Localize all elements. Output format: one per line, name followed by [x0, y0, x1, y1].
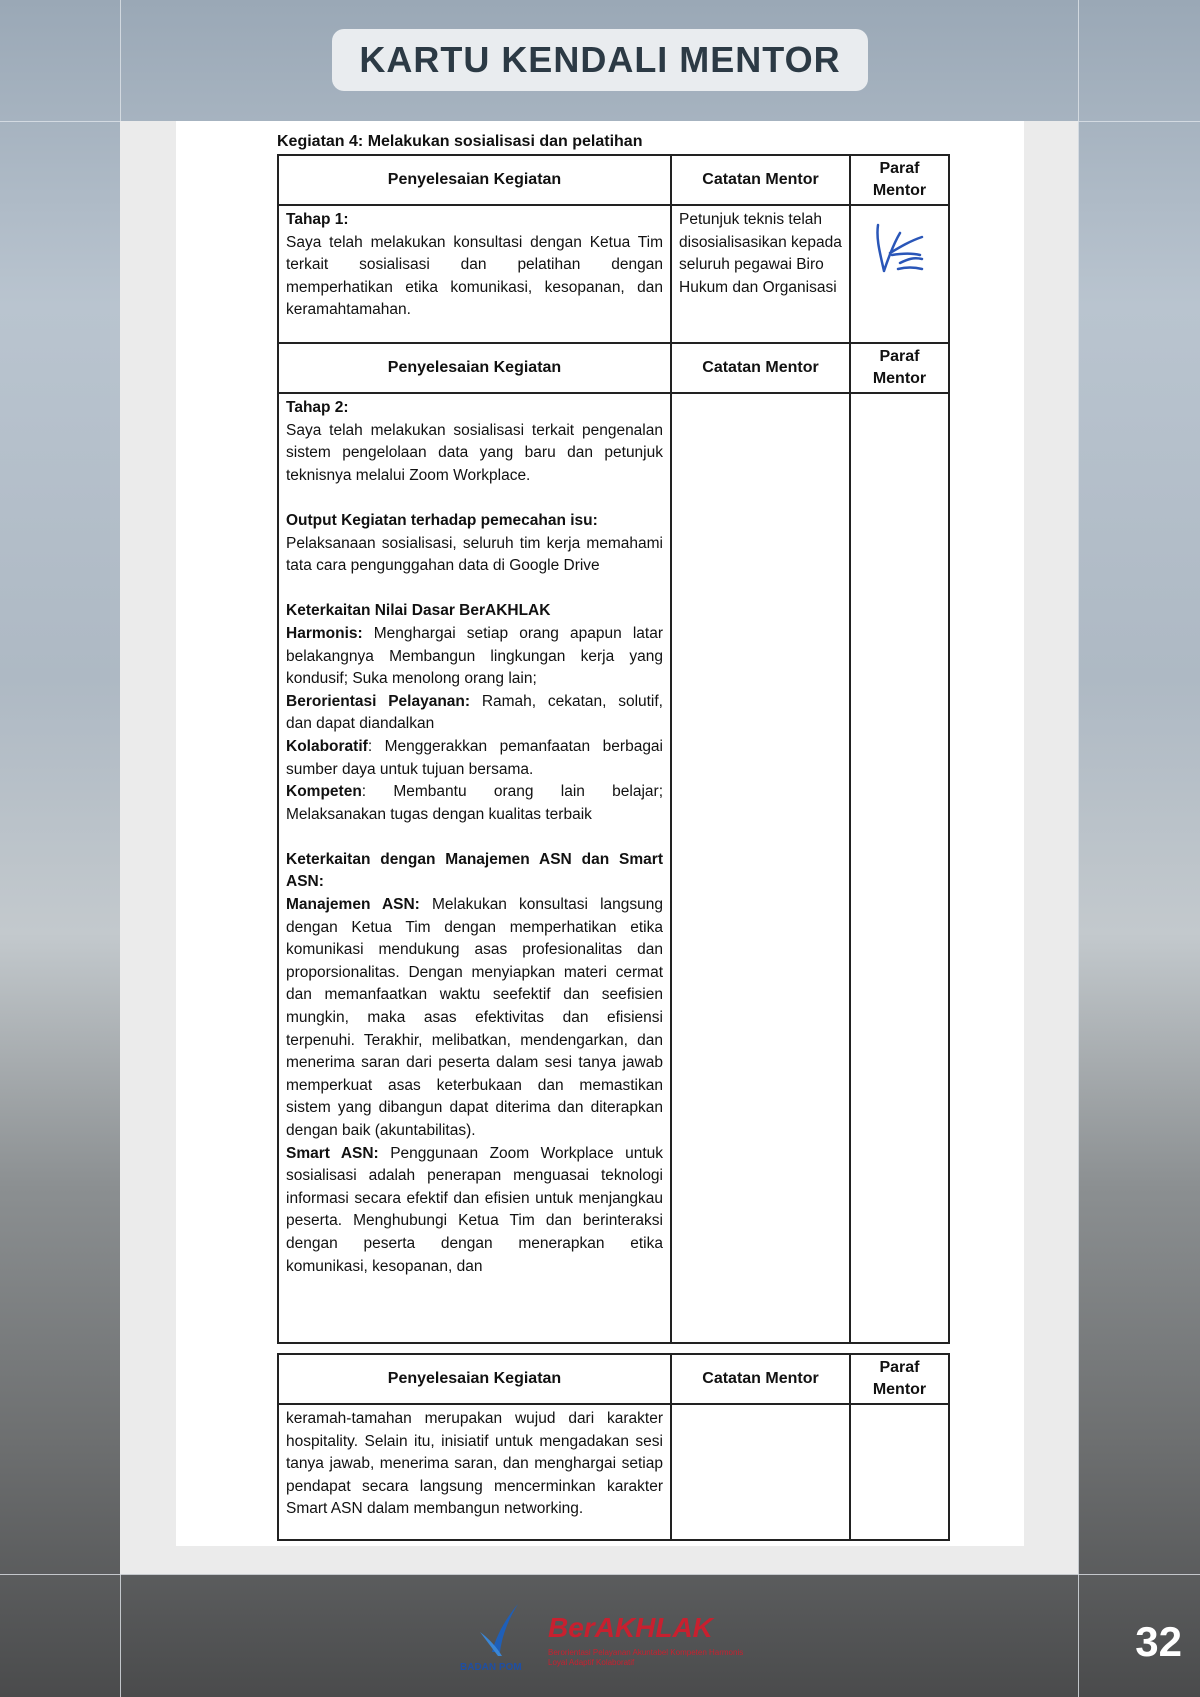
bpom-logo-text: BADAN POM [460, 1662, 522, 1673]
value-harmonis: Harmonis: Menghargai setiap orang apapun latar belakangnya Membangun lingkungan kerja yang kondusif; Suka menolong orang lain; [286, 624, 663, 688]
paraf-cell [850, 393, 949, 1343]
stage-text: Saya telah melakukan konsultasi dengan Ketua Tim terkait sosialisasi dan pelatihan dengan memperhatikan etika komunikasi, kesopanan, dan keramahtamahan. [286, 233, 663, 319]
smart-asn: Smart ASN: Penggunaan Zoom Workplace untuk sosialisasi adalah penerapan menguasai teknologi informasi secara efektif dan efisien untuk menjangkau peserta. Menghubungi Ketua Tim dan berinteraksi dengan peserta dengan menerapkan etika komunikasi, kesopanan, dan [286, 1144, 663, 1275]
page-number: 32 [1135, 1618, 1182, 1665]
completion-cell [278, 393, 671, 1343]
mentor-note: Petunjuk teknis telah disosialisasikan kepada seluruh pegawai Biro Hukum dan Organisasi [679, 211, 842, 296]
title-banner [332, 29, 868, 91]
stage-label: Tahap 1: [286, 211, 349, 228]
asn-title: Keterkaitan dengan Manajemen ASN dan Smart ASN: [286, 850, 663, 891]
value-pelayanan: Berorientasi Pelayanan: Ramah, cekatan, solutif, dan dapat diandalkan [286, 692, 663, 733]
control-table-stage-2 [277, 342, 950, 1344]
header-completion: Penyelesaian Kegiatan [278, 1354, 671, 1404]
paraf-cell [850, 205, 949, 345]
frame-line [1078, 0, 1079, 1697]
control-table-stage-3 [277, 1353, 950, 1541]
header-completion: Penyelesaian Kegiatan [278, 155, 671, 205]
completion-cell [278, 205, 671, 345]
value-kolaboratif: Kolaboratif: Menggerakkan pemanfaatan berbagai sumber daya untuk tujuan bersama. [286, 737, 663, 778]
page-title: KARTU KENDALI MENTOR [359, 39, 841, 80]
value-kompeten: Kompeten: Membantu orang lain belajar; Melaksanakan tugas dengan kualitas terbaik [286, 783, 663, 823]
values-title: Keterkaitan Nilai Dasar BerAKHLAK [286, 602, 551, 620]
header-mentor-notes: Catatan Mentor [671, 155, 850, 205]
mentor-note-cell [671, 393, 850, 1343]
output-title: Output Kegiatan terhadap pemecahan isu: [286, 511, 598, 529]
berakhlak-tagline: Berorientasi Pelayanan Akuntabel Kompeten Harmonis Loyal Adaptif Kolaboratif [548, 1648, 744, 1667]
berakhlak-logo-icon: BerAKHLAK [548, 1612, 713, 1643]
output-text: Pelaksanaan sosialisasi, seluruh tim kerja memahami tata cara pengunggahan data di Google Drive [286, 534, 663, 575]
frame-line [0, 1574, 1200, 1575]
control-table-stage-1 [277, 154, 950, 346]
header-mentor-notes: Catatan Mentor [671, 1354, 850, 1404]
stage-text: keramah-tamahan merupakan wujud dari karakter hospitality. Selain itu, inisiatif untuk mengadakan sesi tanya jawab, menerima saran, dan menghargai setiap pendapat secara langsung mencerminkan karakter Smart ASN dalam membangun networking. [286, 1410, 663, 1518]
activity-heading: Kegiatan 4: Melakukan sosialisasi dan pelatihan [277, 133, 643, 150]
mentor-note-cell [671, 1404, 850, 1540]
stage-text: Saya telah melakukan sosialisasi terkait pengenalan sistem pengelolaan data yang baru dan petunjuk teknisnya melalui Zoom Workplace. [286, 421, 663, 484]
header-paraf: Paraf Mentor [850, 1354, 949, 1404]
mentor-note-cell [671, 205, 850, 345]
manajemen-asn: Manajemen ASN: Melakukan konsultasi langsung dengan Ketua Tim dengan memperhatikan etika komunikasi mendukung asas profesionalitas dan proporsionalitas. Dengan menyiapkan materi cermat dan memanfaatkan waktu seefektif dan seefisien mungkin, maka asas efektivitas dan efisiensi terpenuhi. Terakhir, melibatkan, mendengarkan, dan menerima saran dari peserta dalam sesi tanya jawab memperkuat asas keterbukaan dan memastikan sistem yang dibangun dapat diterima dan diterapkan dengan baik (akuntabilitas). [286, 896, 664, 1139]
header-mentor-notes: Catatan Mentor [671, 343, 850, 393]
header-completion: Penyelesaian Kegiatan [278, 343, 671, 393]
header-paraf: Paraf Mentor [850, 155, 949, 205]
paraf-cell [850, 1404, 949, 1540]
completion-cell [278, 1404, 671, 1540]
bpom-logo-icon [478, 1602, 526, 1660]
signature-icon [870, 219, 930, 283]
stage-label: Tahap 2: [286, 399, 349, 416]
header-paraf: Paraf Mentor [850, 343, 949, 393]
